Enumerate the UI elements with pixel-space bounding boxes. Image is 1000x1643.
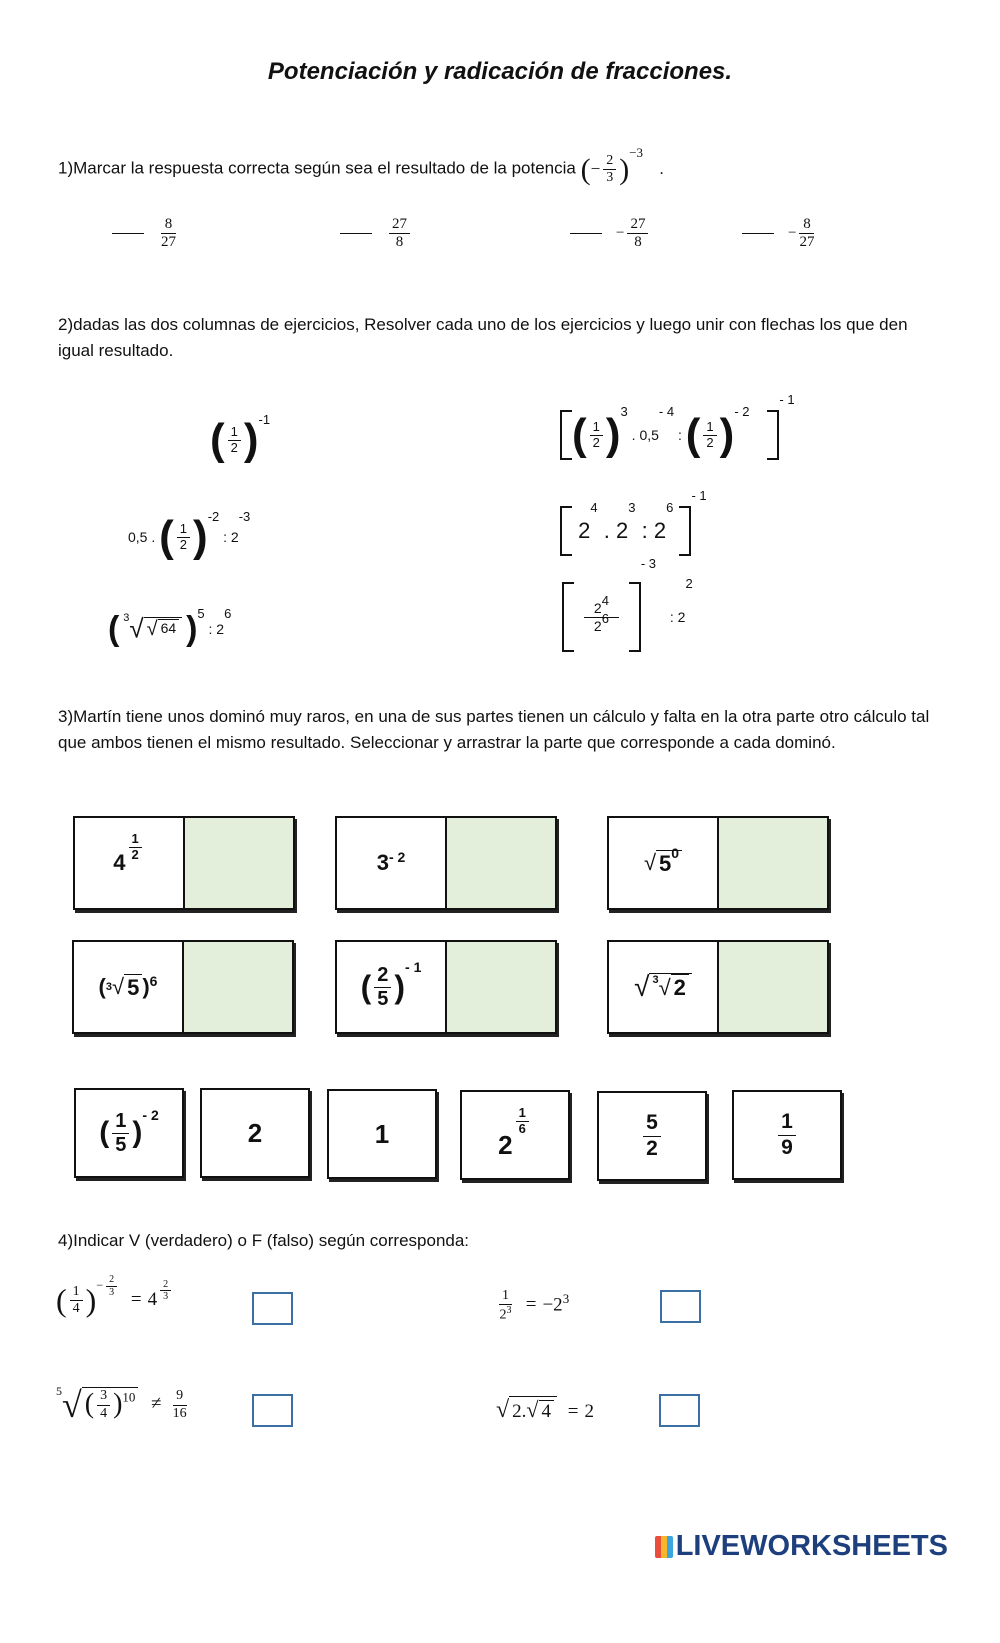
q1-expression: (− $\frac{2}{3}$ )$^{-3}$ xyxy=(580,145,644,186)
q4-answer-box-4[interactable] xyxy=(659,1394,700,1427)
drag-tile-3[interactable]: 1 xyxy=(327,1089,437,1179)
q2-right-exercise-1[interactable]: ( $\frac{1}{2}$ )3 . 0,5- 4 : ( $\frac{1}{2}$ )- 2 - 1 xyxy=(560,410,795,460)
q4-statement-4: √ 2.√ 4 = 2 xyxy=(496,1397,594,1423)
page-title: Potenciación y radicación de fracciones. xyxy=(267,58,733,85)
logo-icon xyxy=(655,1536,673,1558)
question-2: 2)dadas las dos columnas de ejercicios, Resolver cada uno de los ejercicios y luego unir con flechas los que den igual resultado. xyxy=(58,315,908,360)
domino-6 xyxy=(607,940,829,1034)
q1-option-4[interactable]: − $\frac{8}{27}$ xyxy=(742,216,817,252)
question-1: 1)Marcar la respuesta correcta según sea el resultado de la potencia (− $\frac{2}{3}$ )$^{-3}$ . xyxy=(58,145,665,186)
q1-option-3[interactable]: − $\frac{27}{8}$ xyxy=(570,216,651,252)
drag-tile-5[interactable]: $\frac{5}{2}$ xyxy=(597,1091,707,1181)
q1-option-2[interactable]: $\frac{27}{8}$ xyxy=(340,216,413,252)
q2-right-exercise-3[interactable]: $\frac{24}{26}$ - 3 : 22 xyxy=(562,582,693,652)
q2-left-exercise-3[interactable]: ( $^3$√ √ 64 )5 : 26 xyxy=(108,606,232,648)
question-4: 4)Indicar V (verdadero) o F (falso) según corresponda: xyxy=(58,1231,470,1250)
q4-answer-box-1[interactable] xyxy=(252,1292,293,1325)
q1-option-1[interactable]: $\frac{8}{27}$ xyxy=(112,216,179,252)
liveworksheets-logo: LIVEWORKSHEETS xyxy=(655,1530,948,1563)
domino-4 xyxy=(72,940,294,1034)
domino-3 xyxy=(607,816,829,910)
domino-4-drop-slot[interactable] xyxy=(184,942,292,1032)
question-3: 3)Martín tiene unos dominó muy raros, en una de sus partes tienen un cálculo y falta en la otra parte otro cálculo tal que ambos tienen el mismo resultado. Seleccionar y arrastrar la parte que corresponde a cada dominó. xyxy=(58,707,930,752)
q2-left-exercise-2[interactable]: 0,5 . ( $\frac{1}{2}$ )-2 : 2-3 xyxy=(128,509,251,561)
drag-tile-6[interactable]: $\frac{1}{9}$ xyxy=(732,1090,842,1180)
domino-1-expression: 4 $\frac{1}{2}$ xyxy=(75,818,185,908)
q2-left-exercise-1[interactable]: ( $\frac{1}{2}$ )-1 xyxy=(210,412,271,464)
domino-3-drop-slot[interactable] xyxy=(719,818,827,908)
domino-6-expression: √ $^3$√ 2 xyxy=(609,942,719,1032)
domino-1 xyxy=(73,816,295,910)
q2-right-exercise-2[interactable]: $2^4$ . $2^3$ : $2^6$ $^{- 1}$ xyxy=(560,506,707,556)
domino-5 xyxy=(335,940,557,1034)
q4-answer-box-2[interactable] xyxy=(660,1290,701,1323)
domino-6-drop-slot[interactable] xyxy=(719,942,827,1032)
domino-2-drop-slot[interactable] xyxy=(447,818,555,908)
domino-2-expression: 3 - 2 xyxy=(337,818,447,908)
q1-text: 1)Marcar la respuesta correcta según sea el resultado de la potencia xyxy=(58,158,576,178)
domino-3-expression: √ $5^0$ xyxy=(609,818,719,908)
domino-5-expression: ( $\frac{2}{5}$ ) - 1 xyxy=(337,942,447,1032)
q4-statement-3: $^5$√ ( $\frac{3}{4}$ )$^{10}$ ≠ $\frac{9}{16}$ xyxy=(56,1384,187,1425)
domino-2 xyxy=(335,816,557,910)
q4-statement-1: ( $\frac{1}{4}$ )$^{- \frac{2}{3}}$ = 4 $\frac{2}{3}$ xyxy=(56,1282,174,1319)
drag-tile-2[interactable]: 2 xyxy=(200,1088,310,1178)
q4-answer-box-3[interactable] xyxy=(252,1394,293,1427)
drag-tile-1[interactable]: ( $\frac{1}{5}$ ) - 2 xyxy=(74,1088,184,1178)
q4-statement-2: $\frac{1}{2^3}$ = $-2^3$ xyxy=(499,1288,570,1323)
drag-tile-4[interactable]: 2 $\frac{1}{6}$ xyxy=(460,1090,570,1180)
domino-4-expression: ( 3 √ 5 ) 6 xyxy=(74,942,184,1032)
domino-1-drop-slot[interactable] xyxy=(185,818,293,908)
domino-5-drop-slot[interactable] xyxy=(447,942,555,1032)
